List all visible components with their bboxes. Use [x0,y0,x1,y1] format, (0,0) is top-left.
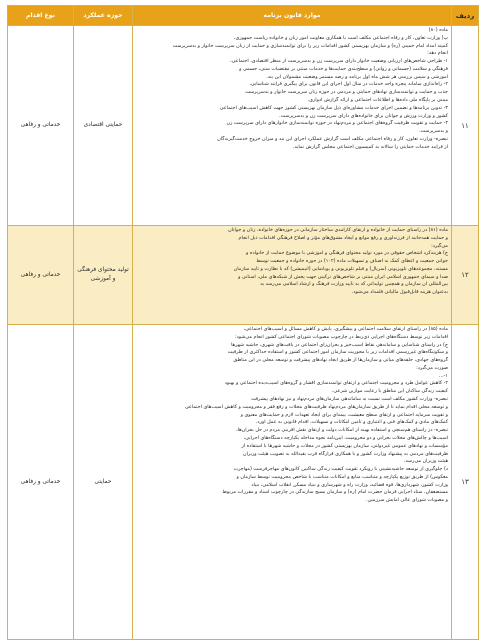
law-text-line: انجام دهد: [427,50,448,57]
row-number: ۱۳ [452,325,479,640]
table-row [8,325,479,640]
action-type-cell: خدماتی و رفاهی [8,226,74,325]
law-text-line: تبصره- در راستای هم‌سنجی و استفاده بهینه از امکانات دولت و ارتقای نقش آفرینی مردم در حل بحران‌ها، [236,427,448,434]
area-cell: حمایتی [74,325,133,640]
row-number: ۱۲ [452,226,479,325]
law-text-line: ج) در راستای شناسایی و ساماندهی نقاط آسیب‌خیز و بحران‌زای اجتماعی در بافت‌های شهری، حاشیه شهرها [231,341,448,348]
law-text-line: وزارت کشور، شهرداری‌ها، قوه قضائیه، وزارت راه و شهرسازی و بنیاد مسکن انقلاب اسلامی، بنیاد [251,481,448,488]
law-text-line: و توسعه محلی اقدام نماید تا از طریق سازمان‌های مردم‌نهاد ظرفیت‌های محلات و رفع فقر و محرومیت و کاهش آسیب‌های اجتماعی [184,403,448,410]
law-text-line: ۱-... [439,372,448,379]
law-text-line: صدا و سیمای جمهوری اسلامی ایران مبتنی بر شاخص‌های ترکیبی جهت پخش از شبکه‌های ملی، استانی و [238,273,448,280]
law-text-line: د) جلوگیری از توسعه حاشیه‌نشینی با رویکرد تقویت کیفیت زندگی ساکنین کانون‌های مهاجرفرست (مهاجرت [233,466,448,473]
law-text-line: می‌گیرد: [431,242,448,249]
header-law-items: موارد قانون برنامه [133,6,452,26]
area-cell: تولید محتوای فرهنگی و آموزشی [74,226,133,325]
table-header-row [8,6,479,26]
table-row [8,226,479,325]
law-text-line: مستند، مجموعه‌های تلویزیونی (سریال) و فیلم تلویزیونی و پویانمایی (انیمیشن) که با نظارت و تأیید سازمان [233,265,448,272]
law-text-line: ۱- طراحی شاخص‌های ارزیابی وضعیت خانوار دارای سرپرست زن و بدسرپرست از منظر اقتصادی، اجتماعی، [230,58,448,65]
law-text-line: ظرفیت‌های مردمی به پیشنهاد وزارت کشور و با همکاری قرارگاه قرب بقیه‌الله به تصویب هیئت وزیران [243,450,448,457]
law-text-line: به‌عنوان هزینه قابل‌قبول مالیاتی قلمداد می‌شود. [351,289,448,296]
table-row [8,26,479,226]
law-text-line: و تقویت سرمایه اجتماعی و ارتقای سطح معیشت، بیمه‌ای برای ایجاد تعهدات لازم و حمایت‌های معنوی و [240,411,448,418]
law-text-line: صورت می‌گیرد: [416,364,448,371]
law-text-line: ۴- حمایت و تقویت ظرفیت گروه‌های اجتماعی و مردم‌نهاد در حوزه توانمندسازی خانوارهای دارای سرپرست زن [226,120,448,127]
law-text-line: جوانی جمعیت و اعطای کمک به اصناف و تسهیلات ماده (۱۰۲) در حوزه خانواده و جمعیت توسط [256,258,448,265]
law-text-line: ج) هزینه‌کرد اشخاص حقوقی در مورد تولید محتوای فرهنگی و آموزشی با موضوع حمایت از خانواده و [246,250,448,257]
law-text-line: ماده (۸۵) در راستای ارتقای سلامت اجتماعی و پیشگیری، پایش و کاهش مسائل و آسیب‌های اجتماعی، [243,326,448,332]
law-text-line: کیفیت زندگی ساکنان این مناطق با رعایت موازین شرعی. [331,388,448,395]
law-text [137,27,448,152]
area-cell: حمایتی اقتصادی [74,26,133,226]
action-type-cell: خدماتی و رفاهی [8,26,74,226]
law-text-line: آسیب‌ها و چالش‌های محلات بحرانی و دو محرومیت، آیین‌نامه نحوه مداخله یکپارچه دستگاه‌های اجرایی، [243,434,448,441]
law-text-cell [133,226,452,325]
law-text-line: ماده (۸۰) [428,27,448,33]
law-text-line: فرهنگی و سلامت (جسمانی و روانی) و سطح‌بندی حمایت‌ها و خدمات مبتنی بر مقتضیات سنی، جسمی و [239,65,448,72]
law-text-line: و بدسرپرست. [419,128,448,135]
law-text-line: مستضعفان، ستاد اجرایی فرمان حضرت امام (ره) و سازمان بسیج سازندگی در چارچوب اسناد و مقررات مربوط [222,489,448,496]
header-area: حوزه عملکرد [74,6,133,26]
action-type-cell: خدماتی و رفاهی [8,325,74,640]
law-text-line: تبصره- وزارت تعاون، کار و رفاه اجتماعی مکلف است گزارش عملکرد اجرای این بند و میزان خروج خدمت‌گیرندگان [217,135,448,142]
law-text-line: ۳- تدوین برنامه‌ها و تضمین اجرای خدمات مشاوره‌ای ذیل سازمان بهزیستی کشور جهت کاهش آسیب‌های اجتماعی [219,104,448,111]
law-text-line: ماده (۸۱) در راستای حمایت از خانواده و ارتقای کارآمدی ساختار سازمانی در حوزه‌های خانواده، زنان و جوانان [228,227,448,233]
law-text-line: ۲- راه‌اندازی سامانه پنجره واحد خدمات در سال اول اجرای این قانون برای پیگیری فرایند شناسایی، [249,81,448,88]
law-text-line: مؤسسات و نهادهای عمومی غیردولتی، سازمان بهزیستی کشور در محلات و حاشیه شهرها با استفاده از [241,442,448,449]
law-text-line: هیئت وزیران می‌رسد. [403,458,448,465]
law-text-line: ۲- کاهش عوامل طرد و محرومیت اجتماعی و ارتقای توانمندسازی اقشار و گروه‌های آسیب‌دیده اجتماعی و بهبود [224,380,448,387]
law-text-line: پ) وزارت تعاون، کار و رفاه اجتماعی مکلف است با همکاری معاونت امور زنان و خانواده ریاست جمهوری، [233,34,448,41]
law-text-line: مبتنی بر پایگاه ملی داده‌ها و اطلاعات اجتماعی و ارائه گزارش ادواری. [307,97,448,104]
law-text-line: و حمایت همه‌جانبه از فرزندآوری و رفع موانع و ایجاد مشوق‌های مؤثر و اصلاح فرهنگی اقدامات ذیل انجام [238,234,448,241]
law-text-line: معکوس) از طریق توزیع یکپارچه و متناسب منابع و امکانات متناسب با شاخص محرومیت توسط سازمان و [236,473,448,480]
law-text-line: جذب و حمایت و توانمندسازی نهادهای حمایتی و مردمی در حوزه زنان سرپرست خانوار و بدسرپرست [245,89,448,96]
law-programs-table [7,5,479,640]
law-text-line: گروه‌های جهادی، حلقه‌های میانی و سازمان‌ها از طریق ایجاد نهادهای پیشرفت و توسعه محلی در این مناطق [233,357,448,364]
law-text-line: و مصوبات شورای عالی آمایش سرزمین. [366,497,448,504]
law-text-line: کمیته امداد امام خمینی (ره) و سازمان بهزیستی کشور اقدامات زیر را برای توانمندسازی و حمایت از زنان سرپرست خانوار و بدسرپرست [172,42,448,49]
law-text-line: و سکونتگاه‌های غیررسمی اقدامات زیر با محوریت سازمان امور اجتماعی کشور و استفاده حداکثری از ظرفیت [227,349,448,356]
law-text-line: کمک‌های مادی و کمک‌های فنی و اعتباری و تأمین امکانات و تسهیلات، اقدام قانونی به عمل آورد. [255,419,448,426]
law-text-cell [133,26,452,226]
law-text-cell [133,325,452,640]
law-text-line: از فرایند خدمات حمایتی را سالانه به کمیسیون اجتماعی مجلس گزارش نماید. [292,143,448,150]
law-text [137,326,448,505]
law-text-line: آموزشی و سپس بررسی هر شش ماه اول برنامه و رصد مستمر وضعیت مشمولان این بند. [266,73,448,80]
law-text-line: تبصره- وزارت کشور مکلف است نسبت به ساماندهی سازمان‌های مردم‌نهاد و نیز نهادهای پیشرفت [250,396,448,403]
row-number: ۱۱ [452,26,479,226]
header-row-number: ردیف [452,6,479,26]
law-text [137,227,448,297]
law-text-line: کشور و وزارت ورزش و جوانان برای خانواده‌های دارای سرپرست زن و بدسرپرست. [279,112,448,119]
header-action-type: نوع اقدام [8,6,74,26]
law-text-line: اقدامات زیر توسط دستگاه‌های اجرایی ذی‌ربط در چارچوب مصوبات شورای اجتماعی کشور انجام می‌شود: [234,333,448,340]
law-text-line: بین‌المللی آن سازمان و همچنین تولیداتی که به تأیید وزارت فرهنگ و ارشاد اسلامی می‌رسد به [260,281,448,288]
